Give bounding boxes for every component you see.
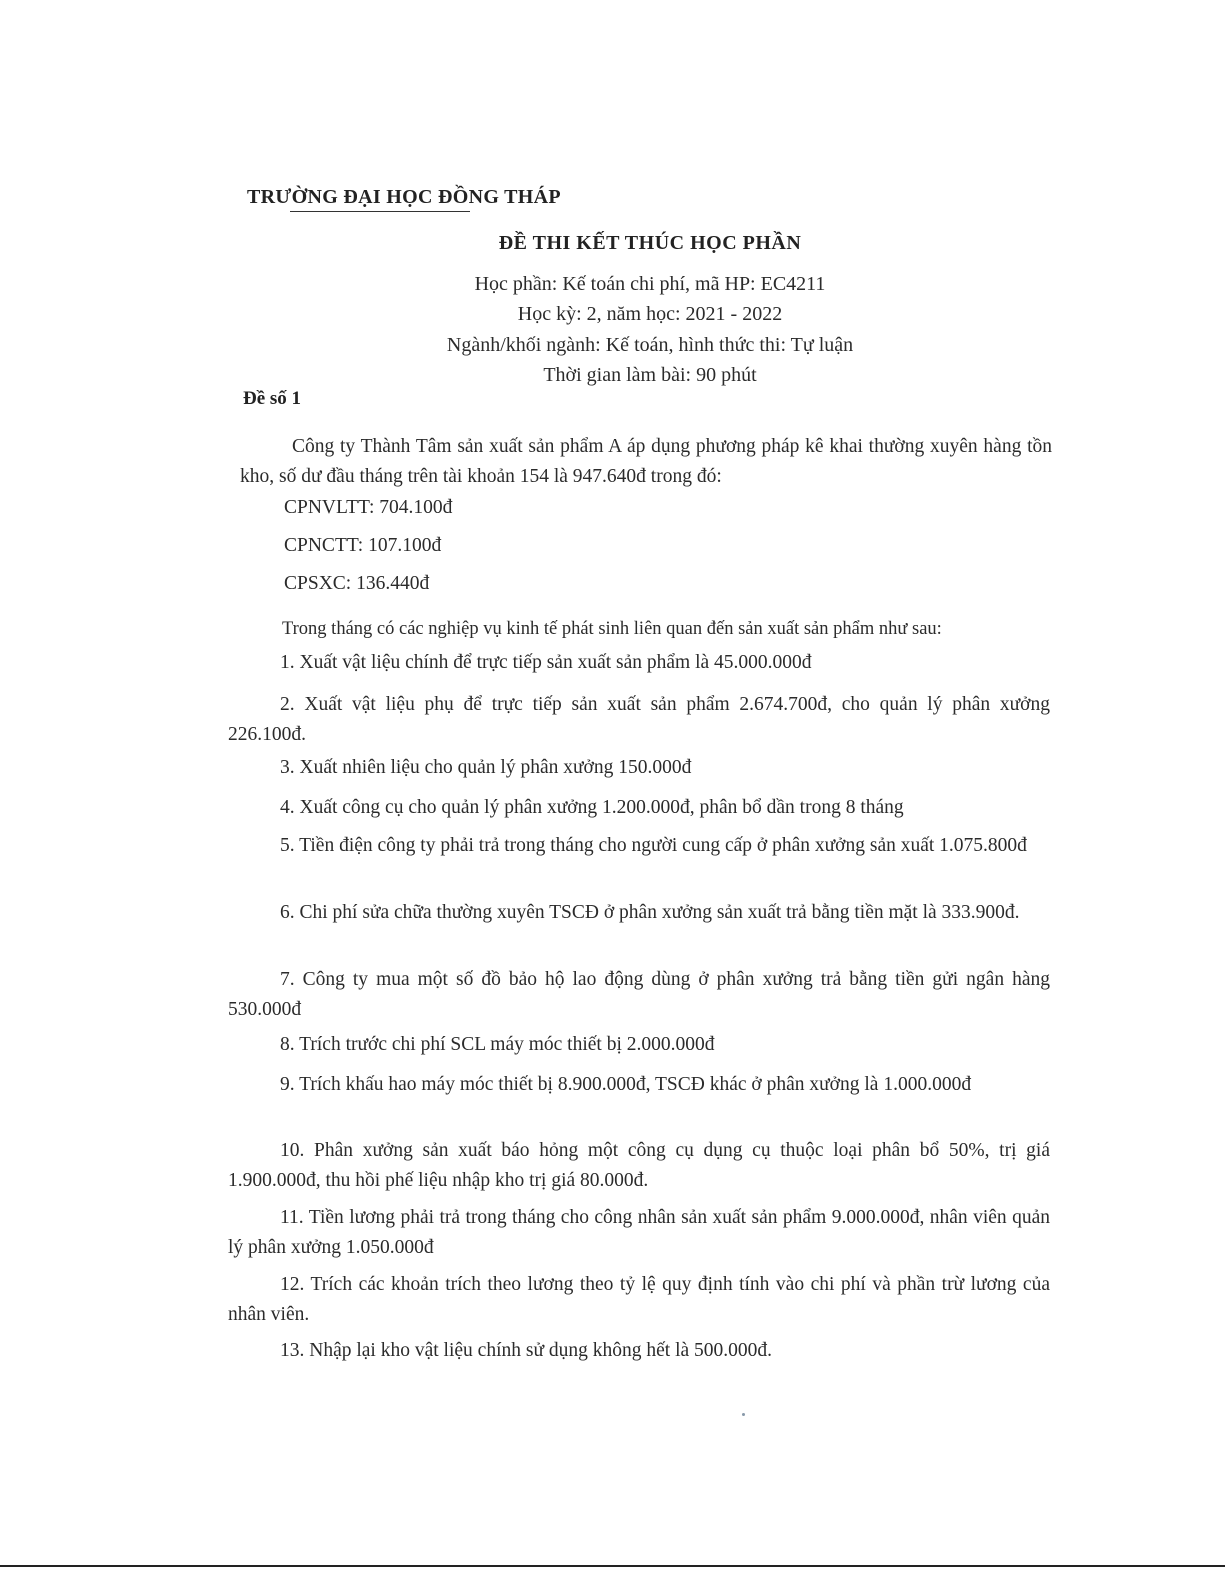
balance-cpnctt: CPNCTT: 107.100đ [284, 535, 442, 556]
course-info: Học phần: Kế toán chi phí, mã HP: EC4211 [474, 273, 826, 295]
semester-info: Học kỳ: 2, năm học: 2021 - 2022 [517, 303, 783, 325]
exam-title: ĐỀ THI KẾT THÚC HỌC PHẦN [498, 232, 802, 254]
transaction-item: 8. Trích trước chi phí SCL máy móc thiết bị 2.000.000đ [280, 1034, 715, 1055]
balance-cpsxc: CPSXC: 136.440đ [284, 573, 430, 594]
balance-cpnvltt: CPNVLTT: 704.100đ [284, 497, 453, 518]
transactions-intro: Trong tháng có các nghiệp vụ kinh tế phát sinh liên quan đến sản xuất sản phẩm như sau: [282, 619, 942, 639]
transaction-item: 6. Chi phí sửa chữa thường xuyên TSCĐ ở phân xưởng sản xuất trả bằng tiền mặt là 333.900đ. [280, 902, 1020, 923]
transaction-item: 10. Phân xưởng sản xuất báo hỏng một công cụ dụng cụ thuộc loại phân bổ 50%, trị giá 1.900.000đ, thu hồi phế liệu nhập kho trị giá 80.000đ. [228, 1140, 1050, 1191]
school-name: TRƯỜNG ĐẠI HỌC ĐỒNG THÁP [247, 186, 561, 208]
duration-info: Thời gian làm bài: 90 phút [543, 364, 757, 386]
major-info: Ngành/khối ngành: Kế toán, hình thức thi: Tự luận [446, 334, 854, 356]
exam-number: Đề số 1 [243, 388, 302, 409]
school-name-underline [290, 211, 470, 212]
transaction-item: 1. Xuất vật liệu chính để trực tiếp sản xuất sản phẩm là 45.000.000đ [280, 652, 812, 673]
transaction-item: 4. Xuất công cụ cho quản lý phân xưởng 1.200.000đ, phân bổ dần trong 8 tháng [280, 797, 904, 818]
transaction-item: 3. Xuất nhiên liệu cho quản lý phân xưởng 150.000đ [280, 757, 692, 778]
transaction-item: 12. Trích các khoản trích theo lương theo tỷ lệ quy định tính vào chi phí và phần trừ lương của nhân viên. [228, 1274, 1050, 1325]
transaction-item: 5. Tiền điện công ty phải trả trong tháng cho người cung cấp ở phân xưởng sản xuất 1.075.800đ [280, 835, 1027, 856]
transaction-item: 7. Công ty mua một số đồ bảo hộ lao động dùng ở phân xưởng trả bằng tiền gửi ngân hàng 530.000đ [228, 969, 1050, 1020]
transaction-item: 11. Tiền lương phải trả trong tháng cho công nhân sản xuất sản phẩm 9.000.000đ, nhân viên quản lý phân xưởng 1.050.000đ [228, 1207, 1050, 1258]
transaction-item: 13. Nhập lại kho vật liệu chính sử dụng không hết là 500.000đ. [280, 1340, 773, 1361]
transaction-item: 2. Xuất vật liệu phụ để trực tiếp sản xuất sản phẩm 2.674.700đ, cho quản lý phân xưởng 226.100đ. [228, 694, 1050, 745]
intro-paragraph: Công ty Thành Tâm sản xuất sản phẩm A áp dụng phương pháp kê khai thường xuyên hàng tồn kho, số dư đầu tháng trên tài khoản 154 là 947.640đ trong đó: [240, 436, 1052, 487]
bottom-edge-line [0, 1565, 1225, 1567]
transaction-item: 9. Trích khấu hao máy móc thiết bị 8.900.000đ, TSCĐ khác ở phân xưởng là 1.000.000đ [280, 1074, 972, 1095]
scan-speck [742, 1413, 745, 1416]
